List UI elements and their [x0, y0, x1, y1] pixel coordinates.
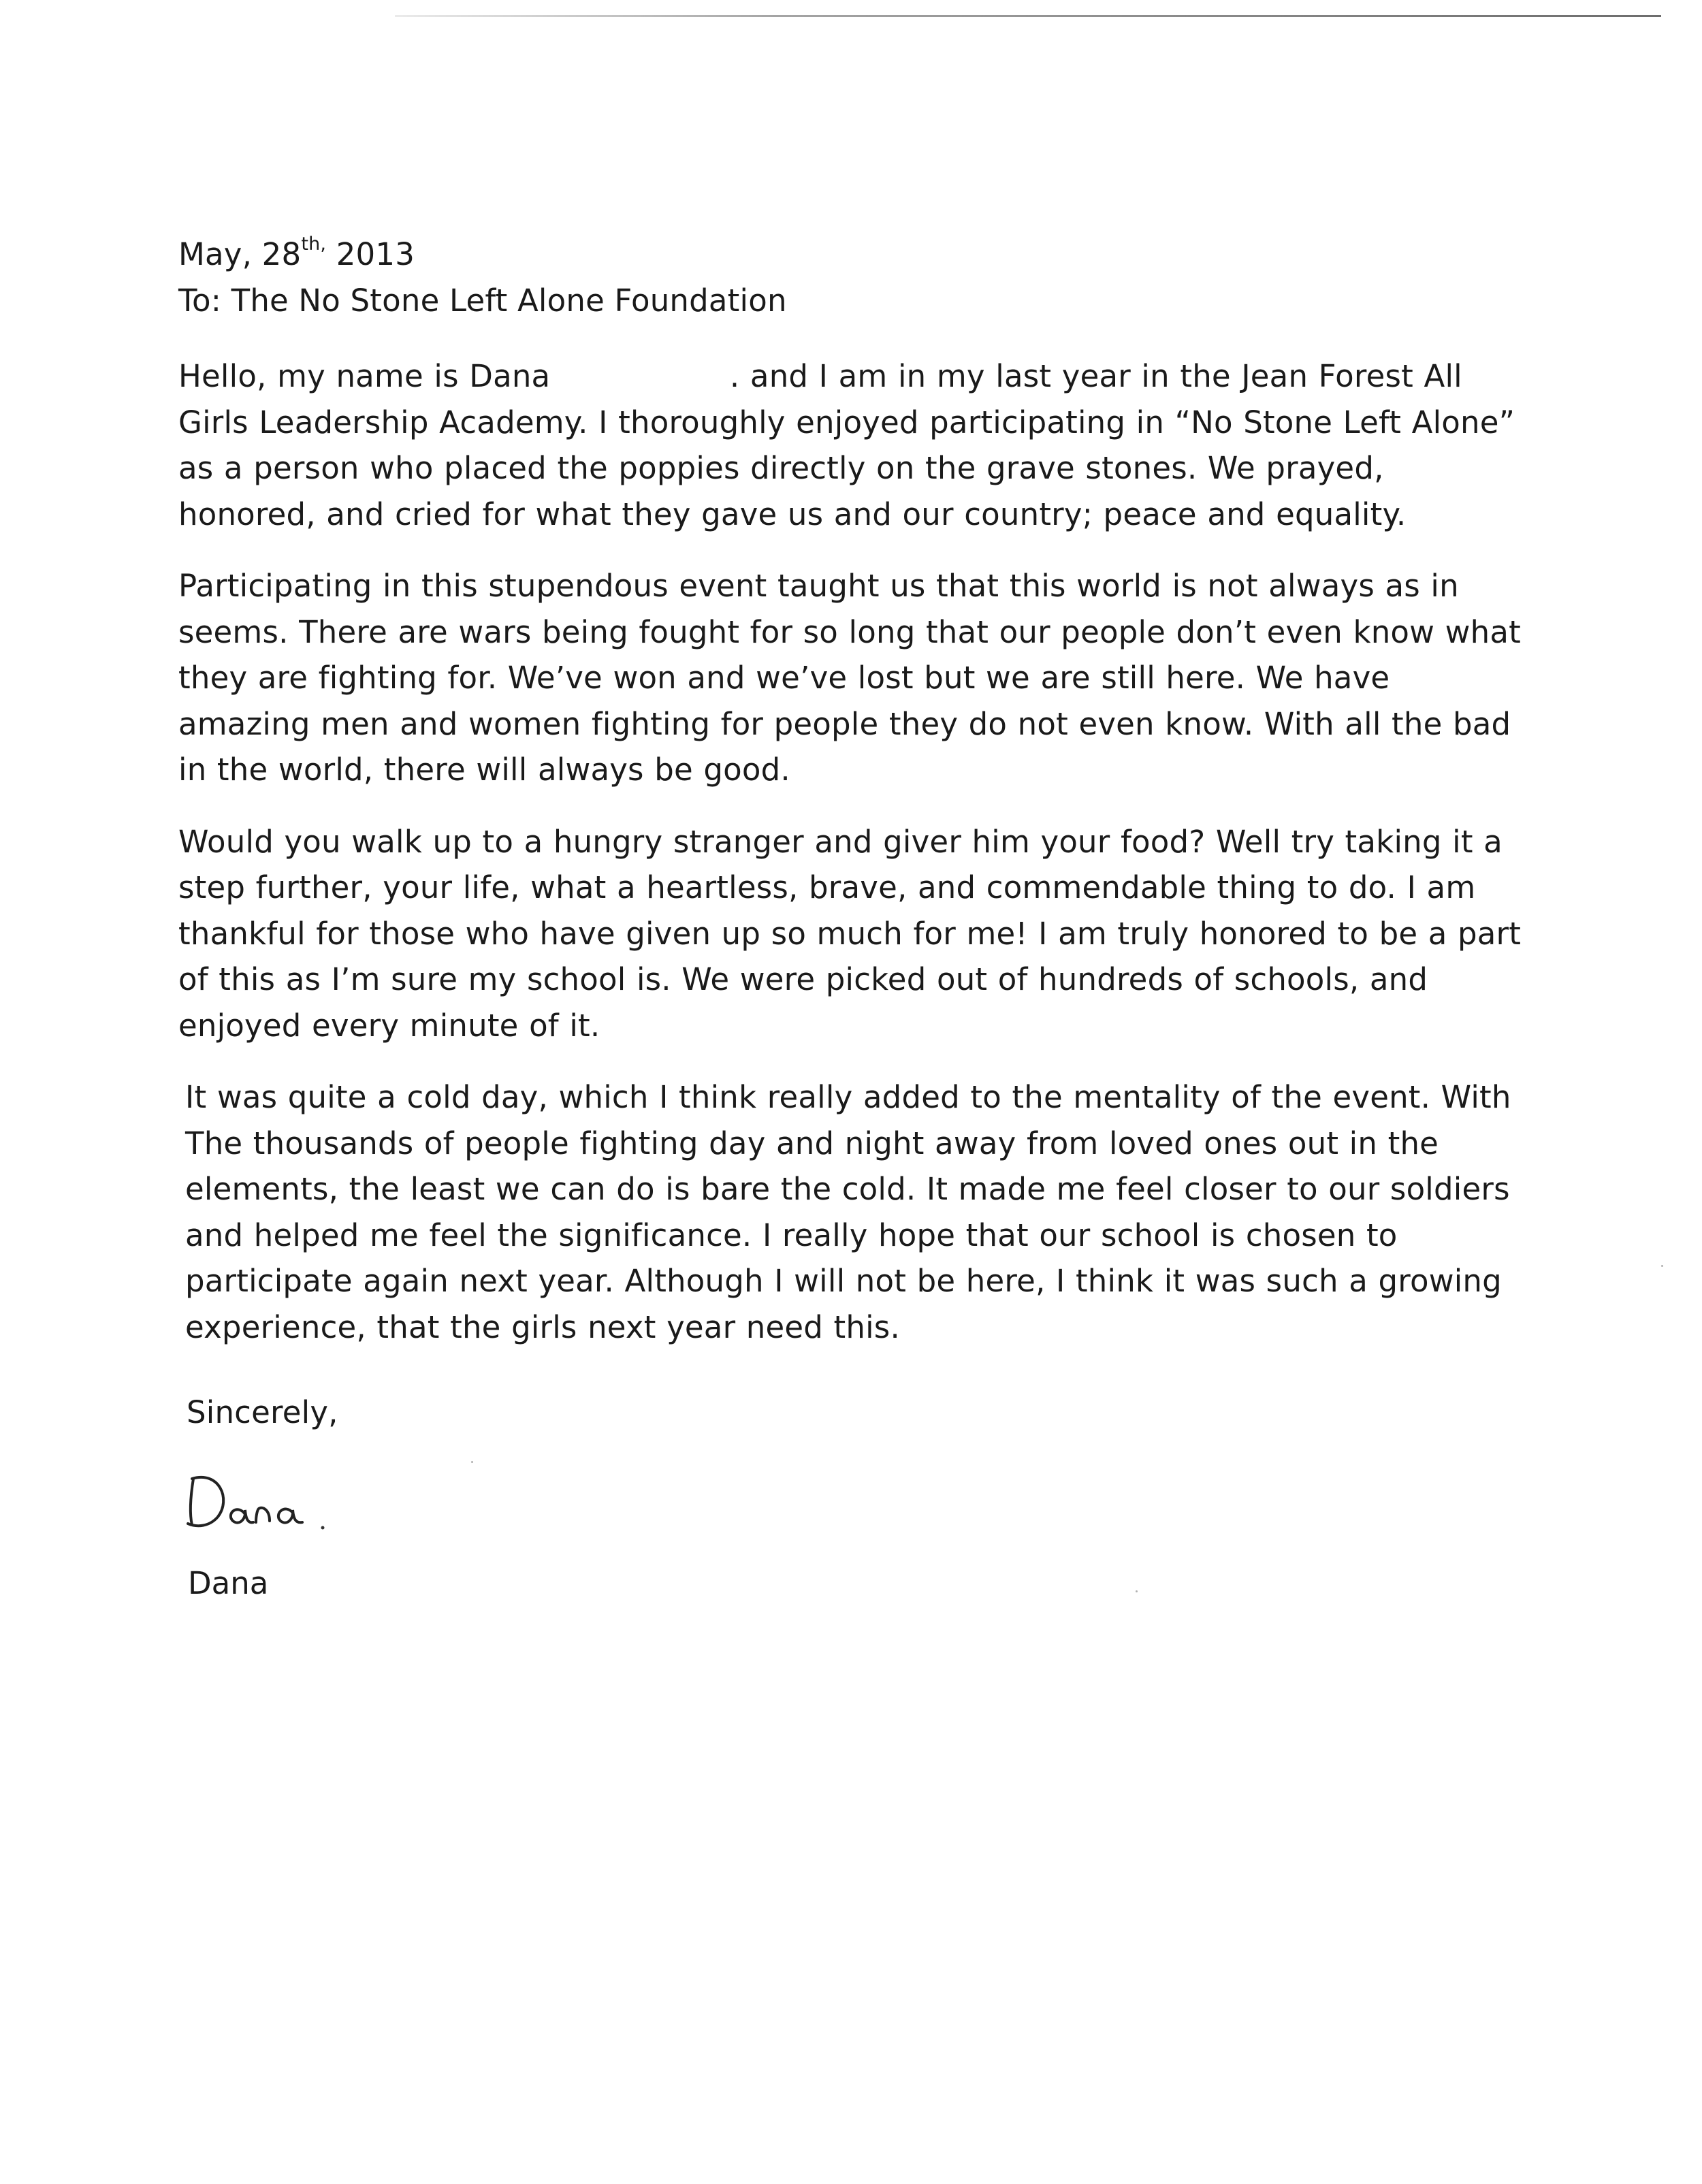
letter-paragraph-4: It was quite a cold day, which I think really added to the mentality of the event. With The thousands of people fighting day and night away from loved ones out in the elements, the least we can do is bare the cold. It made me feel closer to our soldiers and helped me feel the significance. I really hope that our school is chosen to participate again next year. Although I will not be here, I think it was such a growing experience, that the girls next year need this. — [185, 1079, 1511, 1345]
letter-date — [178, 231, 1526, 278]
date-main: May, 28 — [178, 236, 302, 272]
handwritten-signature — [178, 1458, 355, 1540]
letter-paragraph-3: Would you walk up to a hungry stranger and giver him your food? Well try taking it a step further, your life, what a heartless, brave, and commendable thing to do. I am thankful for those who have given up so much for me! I am truly honored to be a part of this as I’m sure my school is. We were picked out of hundreds of schools, and enjoyed every minute of it. — [178, 823, 1522, 1044]
letter-recipient: To: The No Stone Left Alone Foundation — [178, 282, 787, 319]
scan-speck — [471, 1461, 473, 1463]
letter-paragraph-2: Participating in this stupendous event taught us that this world is not always as in seems. There are wars being fought for so long that our people don’t even know what they are fighting for. We’ve won and we’ve lost but we are still here. We have amazing men and women fighting for people they do not even know. With all the bad in the world, there will always be good. — [178, 568, 1522, 788]
signature-graphic — [178, 1458, 355, 1540]
scan-speck — [1661, 1265, 1663, 1267]
scan-speck — [1136, 1590, 1138, 1592]
date-suffix: th, — [301, 234, 327, 255]
letter-paragraph-1: Hello, my name is Dana . and I am in my last year in the Jean Forest All Girls Leadership Academy. I thoroughly enjoyed participating in “No Stone Left Alone” as a person who placed the poppies directly on the grave stones. We prayed, honored, and cried for what they gave us and our country; peace and equality. — [178, 358, 1515, 532]
letter-closing: Sincerely, — [187, 1394, 338, 1430]
scan-edge-line — [395, 15, 1661, 17]
date-year: 2013 — [326, 236, 415, 272]
letter-body — [178, 231, 1526, 1436]
signatory-name: Dana — [188, 1565, 269, 1601]
